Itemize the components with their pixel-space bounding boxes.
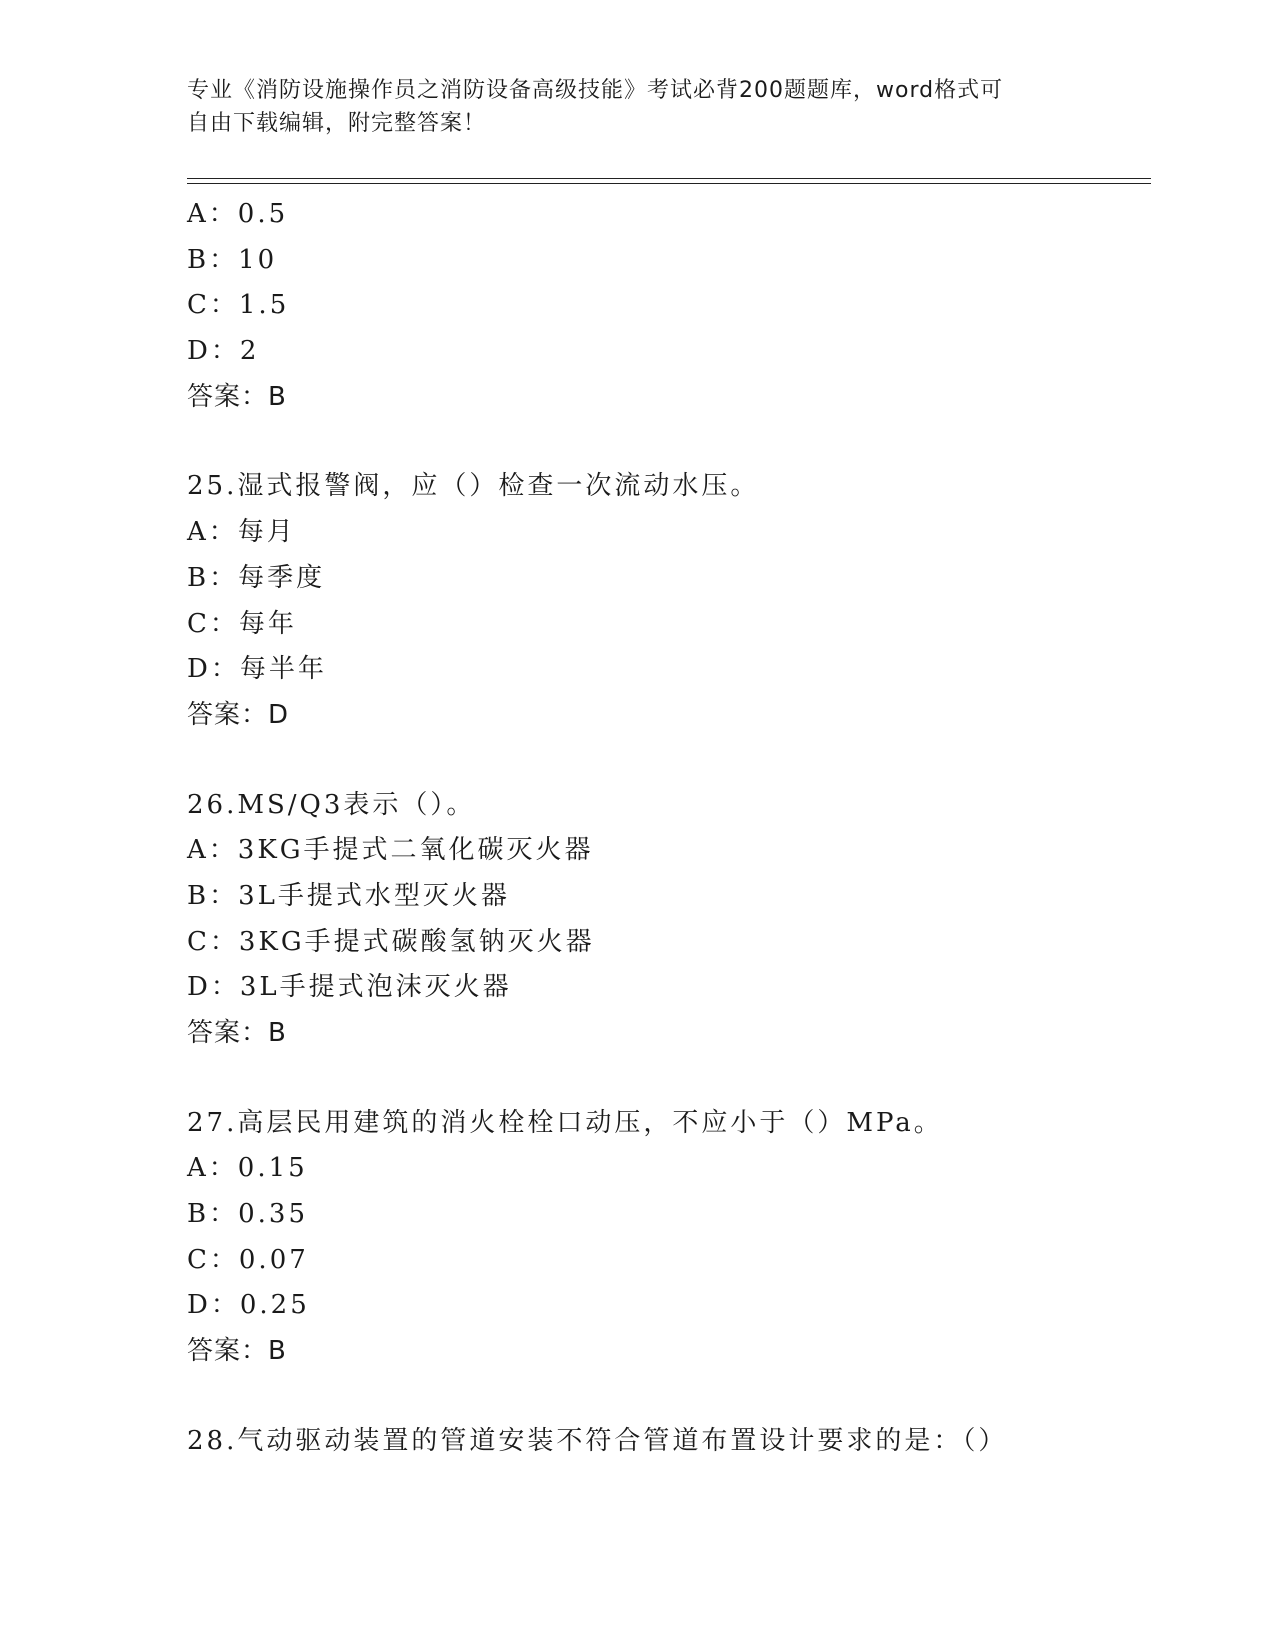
question-text: 25.湿式报警阀，应（）检查一次流动水压。 (187, 471, 760, 502)
option-b: B：0.35 (187, 1199, 308, 1230)
option-a: A：0.5 (187, 199, 289, 229)
answer: 答案：B (187, 381, 287, 412)
spacer (187, 420, 1151, 464)
option-a: A：每月 (187, 517, 296, 548)
option-d: D：3L手提式泡沫灭火器 (187, 972, 512, 1003)
question-text: 26.MS/Q3表示（）。 (187, 789, 476, 820)
option-d: D：每半年 (187, 654, 327, 685)
option-b: B：每季度 (187, 562, 326, 593)
question-text: 27.高层民用建筑的消火栓栓口动压，不应小于（）MPa。 (187, 1107, 943, 1138)
option-c: C：1.5 (187, 290, 290, 321)
question-list (187, 192, 1151, 1465)
answer: 答案：B (187, 1018, 287, 1048)
option-c: C：0.07 (187, 1244, 309, 1275)
option-b: B：10 (187, 244, 278, 275)
question-27 (187, 1101, 1151, 1375)
question-25 (187, 464, 1151, 738)
header-title-line-1: 专业《消防设施操作员之消防设备高级技能》考试必背200题题库，word格式可 (187, 78, 1004, 103)
spacer (187, 1057, 1151, 1101)
spacer (187, 1375, 1151, 1419)
answer: 答案：B (187, 1336, 287, 1367)
option-c: C：每年 (187, 608, 297, 639)
question-28 (187, 1419, 1151, 1465)
spacer (187, 739, 1151, 783)
document-header (187, 74, 1067, 140)
option-a: A：0.15 (187, 1153, 308, 1184)
option-b: B：3L手提式水型灭火器 (187, 880, 510, 911)
question-24 (187, 192, 1151, 420)
header-divider (187, 178, 1151, 184)
question-26 (187, 783, 1151, 1057)
question-text: 28.气动驱动装置的管道安装不符合管道布置设计要求的是：（） (187, 1425, 1008, 1456)
answer: 答案：D (187, 699, 290, 730)
option-d: D：0.25 (187, 1290, 310, 1321)
header-title-line-2: 自由下载编辑，附完整答案！ (187, 111, 487, 136)
option-d: D：2 (187, 336, 260, 367)
option-a: A：3KG手提式二氧化碳灭火器 (187, 835, 594, 866)
option-c: C：3KG手提式碳酸氢钠灭火器 (187, 926, 595, 957)
